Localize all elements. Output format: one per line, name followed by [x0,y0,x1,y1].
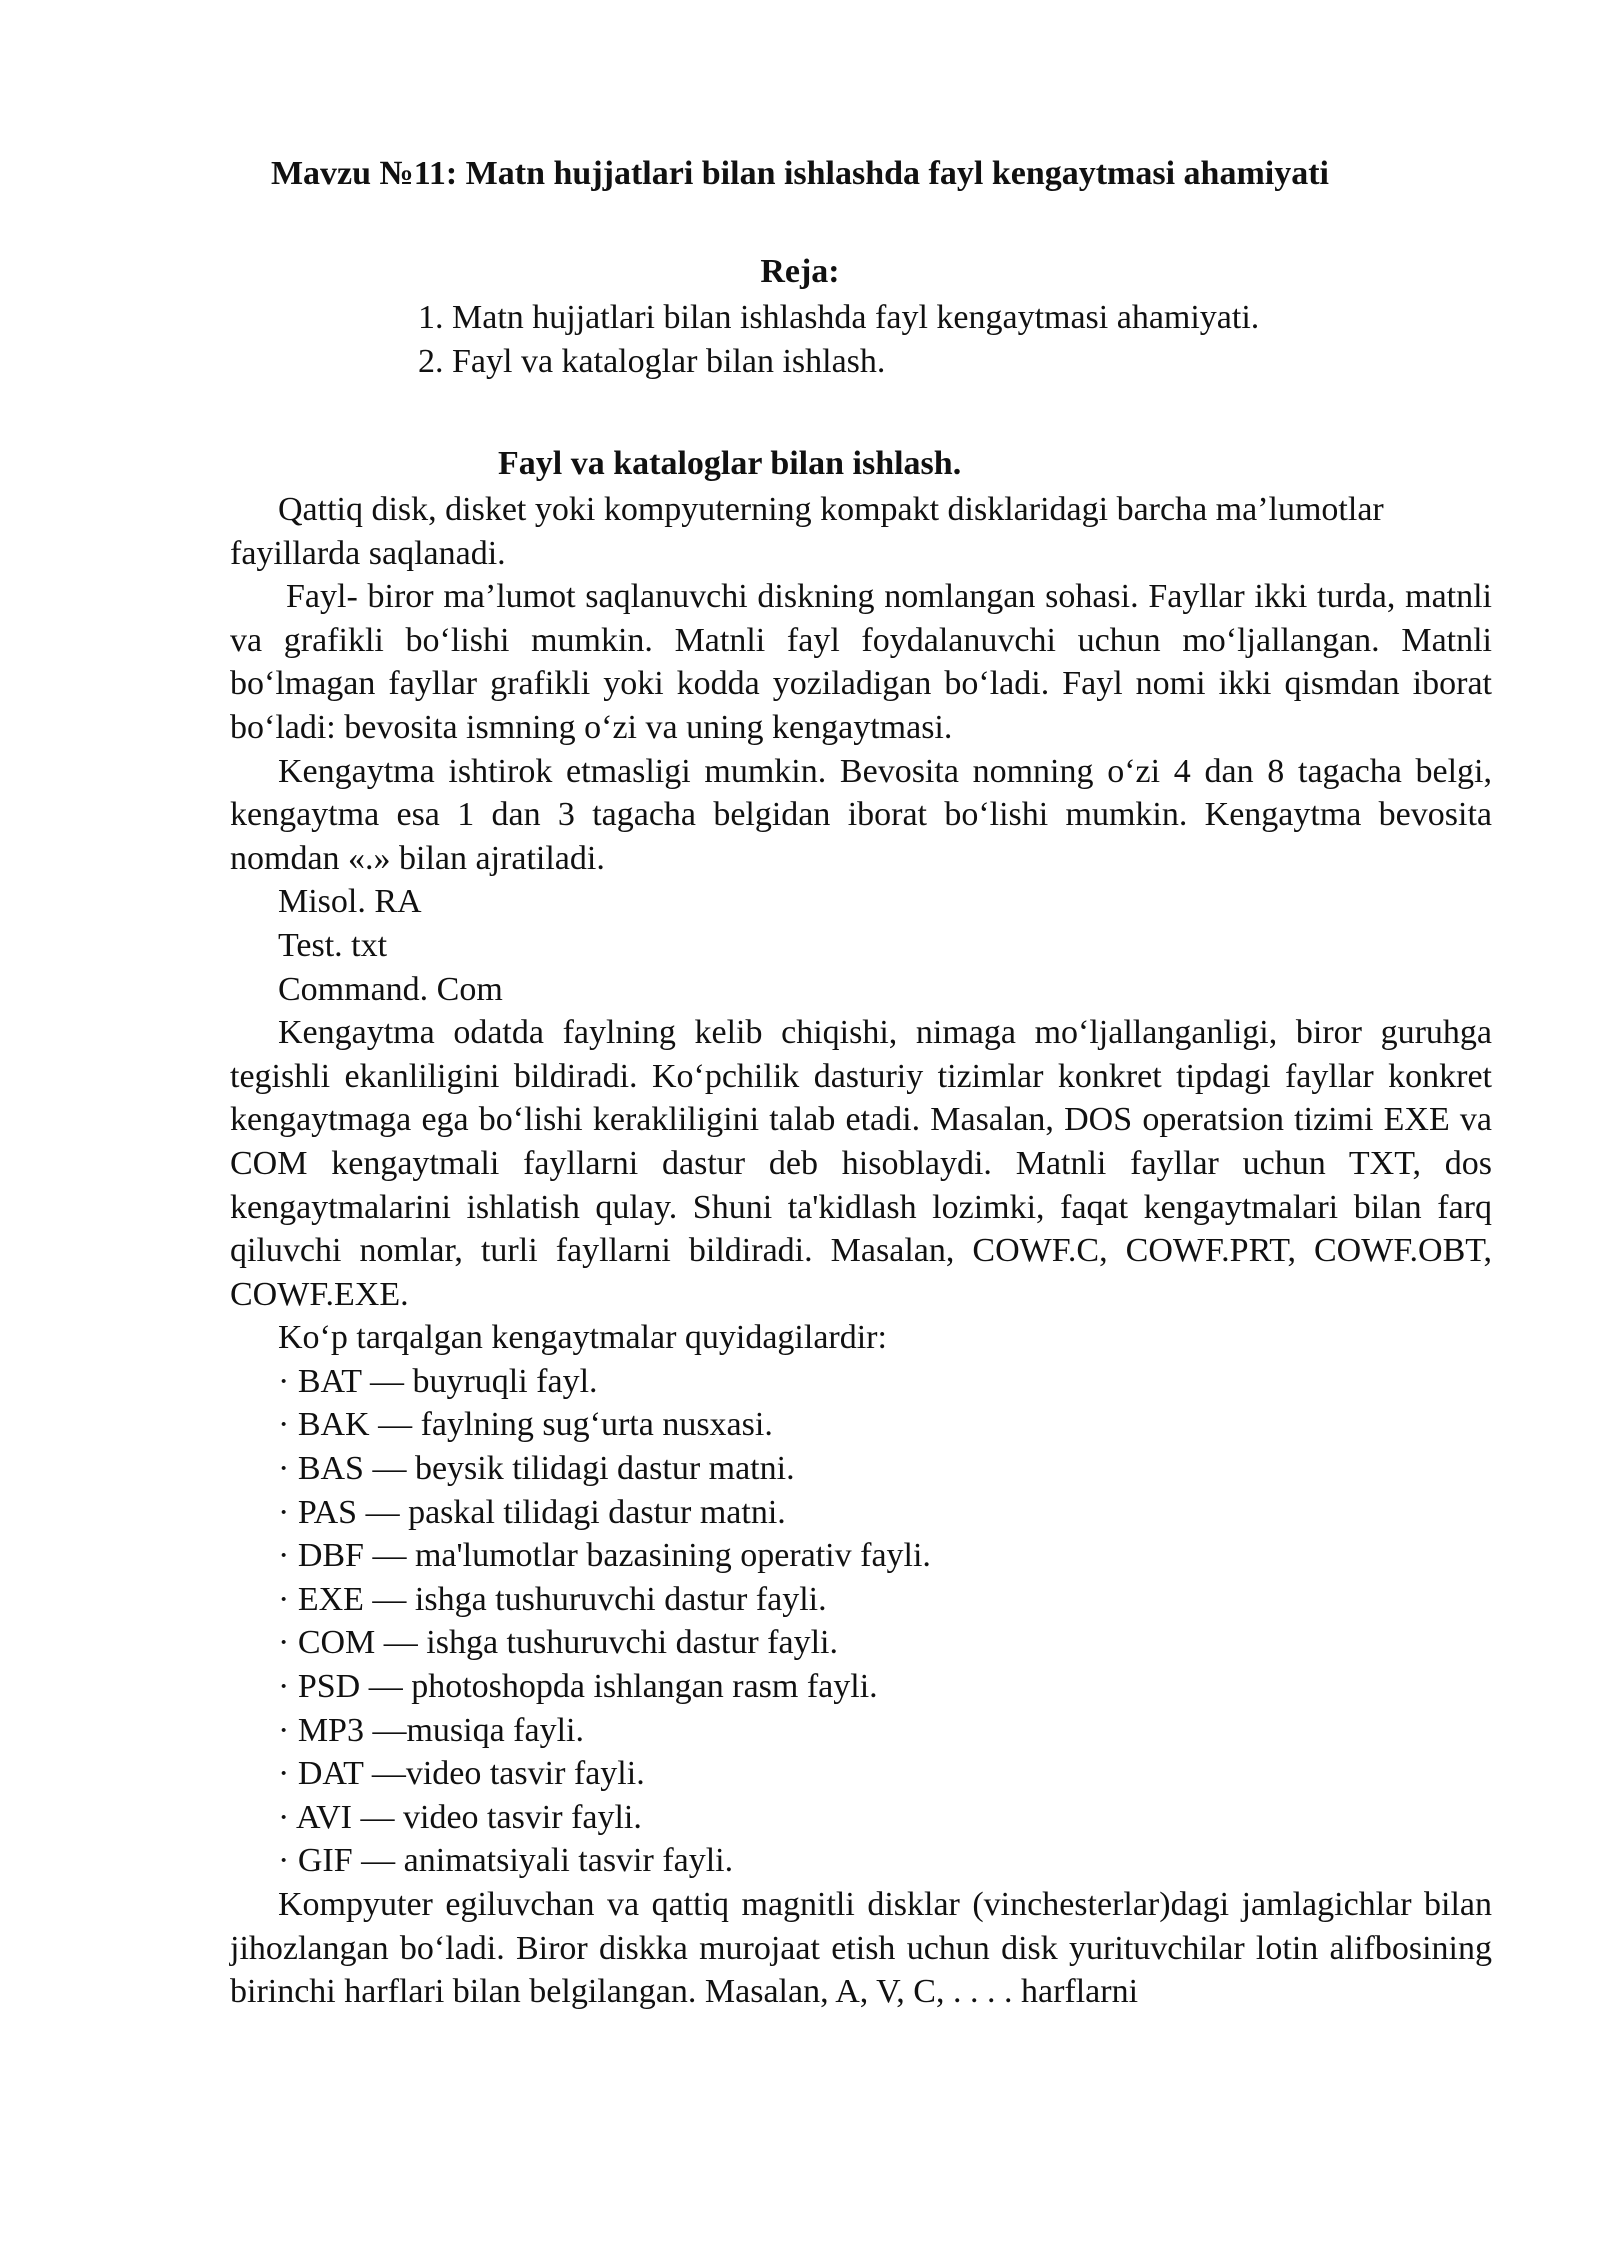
extension-list [230,1360,1492,1883]
plan-list [418,296,1259,384]
list-item: · DAT —video tasvir fayli. [278,1755,645,1793]
list-item: · AVI — video tasvir fayli. [278,1798,642,1836]
section-title: Fayl va kataloglar bilan ishlash. [498,445,962,482]
paragraph: Qattiq disk, disket yoki kompyuterning kompakt disklaridagi barcha ma’lumotlar fayillarda saqlanadi. [230,491,1384,572]
list-item: · BAK — faylning sug‘urta nusxasi. [278,1406,773,1444]
list-item: · GIF — animatsiyali tasvir fayli. [278,1842,734,1880]
list-item: · DBF — ma'lumotlar bazasining operativ fayli. [278,1537,931,1575]
paragraph: Kengaytma ishtirok etmasligi mumkin. Bevosita nomning o‘zi 4 dan 8 tagacha belgi, kengaytma esa 1 dan 3 tagacha belgidan iborat bo‘lishi mumkin. Kengaytma bevosita nomdan «.» bilan ajratiladi. [230,752,1492,877]
list-item: · PSD — photoshopda ishlangan rasm fayli. [278,1668,878,1706]
plan-heading: Reja: [760,253,840,290]
paragraph: Kengaytma odatda faylning kelib chiqishi, nimaga mo‘ljallanganligi, biror guruhga tegishli ekanliligini bildiradi. Ko‘pchilik dasturiy tizimlar konkret tipdagi fayllar konkret kengaytmaga ega bo‘lishi kerakliligini talab etadi. Masalan, DOS operatsion tizimi EXE va COM kengaytmali fayllarni dastur deb hisoblaydi. Matnli fayllar uchun TXT, dos kengaytmalarini ishlatish qulay. Shuni ta'kidlash lozimki, faqat kengaytmalari bilan farq qiluvchi nomlar, turli fayllarni bildiradi. Masalan, COWF.C, COWF.PRT, COWF.OBT, COWF.EXE. [230,1014,1492,1313]
example-line: Test. txt [278,926,388,964]
document-title: Mavzu №11: Matn hujjatlari bilan ishlashda fayl kengaytmasi ahamiyati [270,155,1330,192]
section-body [230,488,1492,2014]
plan-item: 1. Matn hujjatlari bilan ishlashda fayl kengaytmasi ahamiyati. [418,299,1260,336]
list-item: · EXE — ishga tushuruvchi dastur fayli. [278,1580,827,1618]
list-item: · BAT — buyruqli fayl. [278,1362,598,1400]
paragraph: Fayl- biror ma’lumot saqlanuvchi diskning nomlangan sohasi. Fayllar ikki turda, matnli va grafikli bo‘lishi mumkin. Matnli fayl foydalanuvchi uchun mo‘ljallangan. Matnli bo‘lmagan fayllar grafikli yoki kodda yoziladigan bo‘ladi. Fayl nomi ikki qismdan iborat bo‘ladi: bevosita ismning o‘zi va uning kengaytmasi. [230,578,1492,746]
list-item: · BAS — beysik tilidagi dastur matni. [278,1450,795,1488]
paragraph: Kompyuter egiluvchan va qattiq magnitli disklar (vinchesterlar)dagi jamlagichlar bilan jihozlangan bo‘ladi. Biror diskka murojaat etish uchun disk yurituvchilar lotin alifbosining birinchi harflari bilan belgilangan. Masalan, A, V, C, . . . . harflarni [230,1886,1492,2011]
list-item: · COM — ishga tushuruvchi dastur fayli. [278,1624,838,1662]
example-line: Misol. RA [278,883,422,921]
example-line: Command. Com [278,970,503,1008]
list-item: · PAS — paskal tilidagi dastur matni. [278,1493,786,1531]
list-item: · MP3 —musiqa fayli. [278,1711,584,1749]
plan-item: 2. Fayl va kataloglar bilan ishlash. [418,343,886,380]
list-intro: Ko‘p tarqalgan kengaytmalar quyidagilardir: [278,1319,887,1357]
